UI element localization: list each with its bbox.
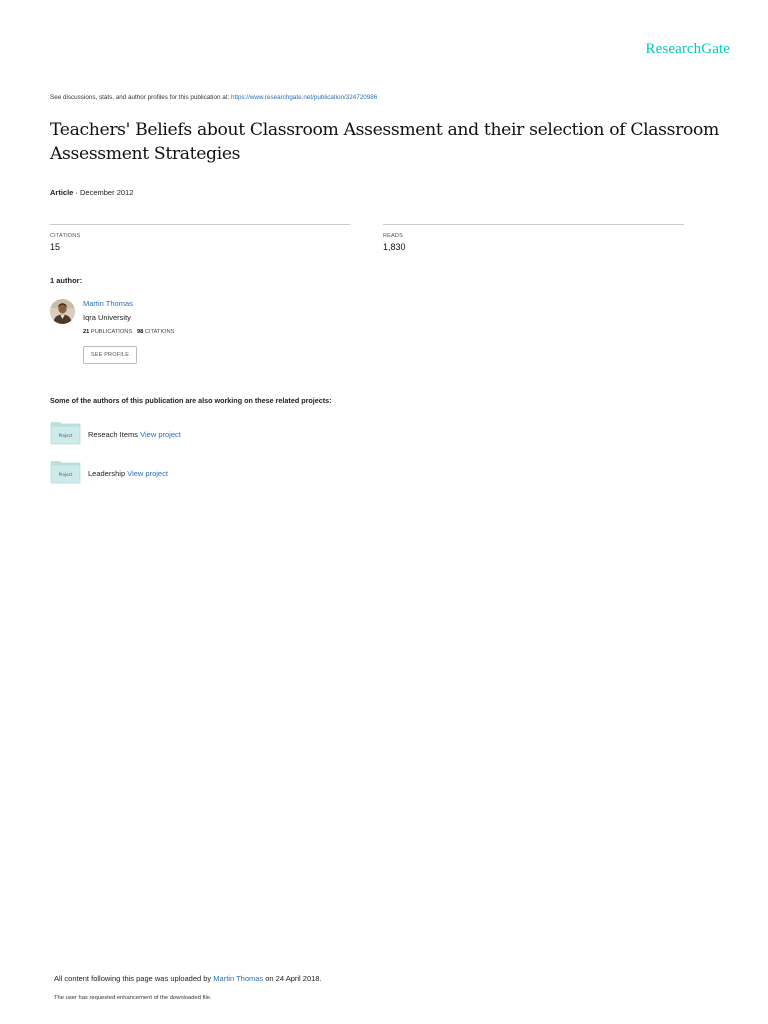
project-thumb-label: Project bbox=[58, 472, 73, 477]
reads-label: READS bbox=[383, 233, 403, 239]
project-text bbox=[88, 469, 168, 478]
project-folder-icon[interactable] bbox=[50, 460, 81, 484]
author-citations-label: CITATIONS bbox=[143, 329, 175, 335]
citations-label: CITATIONS bbox=[50, 233, 81, 239]
author-stats bbox=[83, 329, 174, 335]
view-project-link[interactable]: View project bbox=[127, 469, 168, 478]
project-thumb-label: Project bbox=[58, 433, 73, 438]
citations-stat bbox=[50, 224, 350, 252]
project-name: Leadership bbox=[88, 469, 128, 478]
publication-url-link[interactable]: https://www.researchgate.net/publication/324720986 bbox=[230, 94, 378, 101]
authors-heading: 1 author: bbox=[50, 276, 83, 285]
discussion-line bbox=[50, 94, 377, 101]
author-name-link[interactable]: Martin Thomas bbox=[83, 299, 133, 308]
author-citations-count: 98 bbox=[136, 329, 144, 335]
see-profile-button[interactable]: SEE PROFILE bbox=[83, 346, 137, 364]
project-text bbox=[88, 430, 181, 439]
related-projects-heading: Some of the authors of this publication are also working on these related projects: bbox=[50, 396, 332, 405]
author-avatar-image bbox=[50, 299, 75, 324]
enhancement-note: The user has requested enhancement of the downloaded file. bbox=[54, 995, 212, 1001]
publication-meta bbox=[50, 188, 133, 197]
project-folder-icon[interactable] bbox=[50, 421, 81, 445]
upload-suffix: on 24 April 2018. bbox=[263, 974, 322, 983]
project-name: Reseach Items bbox=[88, 430, 141, 439]
citations-value: 15 bbox=[50, 242, 61, 252]
upload-prefix: All content following this page was uploaded by bbox=[54, 974, 214, 983]
author-avatar[interactable] bbox=[50, 299, 75, 324]
publication-title: Teachers' Beliefs about Classroom Assessment and their selection of Classroom Assessment Strategies bbox=[50, 120, 719, 164]
uploader-link[interactable]: Martin Thomas bbox=[213, 974, 264, 983]
upload-notice bbox=[54, 974, 322, 983]
publication-type: Article bbox=[50, 188, 74, 197]
author-publications-count: 21 bbox=[83, 329, 90, 335]
reads-value: 1,830 bbox=[383, 242, 406, 252]
view-project-link[interactable]: View project bbox=[140, 430, 181, 439]
discussion-text: See discussions, stats, and author profiles for this publication at: bbox=[50, 94, 231, 101]
researchgate-logo[interactable]: ResearchGate bbox=[645, 41, 730, 57]
reads-stat bbox=[383, 224, 684, 252]
publication-date: · December 2012 bbox=[73, 188, 134, 197]
author-institution: Iqra University bbox=[83, 313, 131, 322]
author-publications-label: PUBLICATIONS bbox=[89, 329, 133, 335]
